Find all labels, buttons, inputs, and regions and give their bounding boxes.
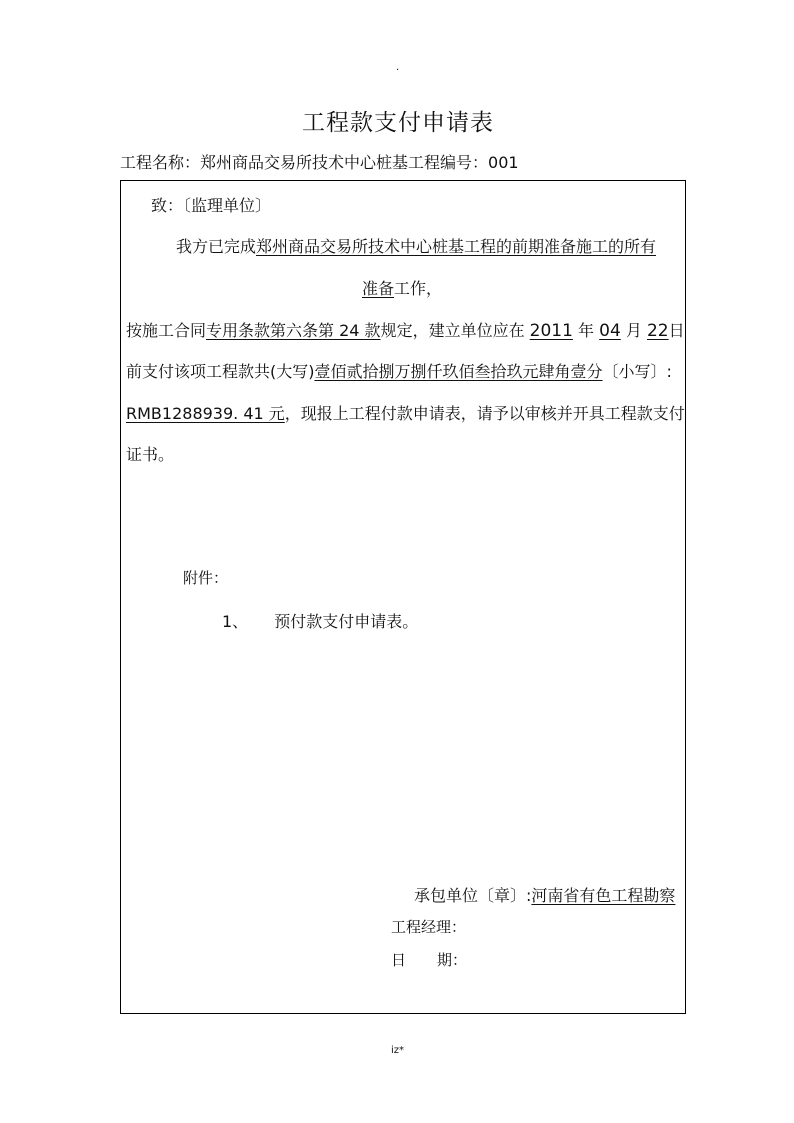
to-line: 致：〔监理单位〕 <box>151 196 272 215</box>
contractor-label: 承包单位〔章〕: <box>414 886 532 905</box>
page-title: 工程款支付申请表 <box>302 110 494 136</box>
project-name-label: 工程名称： <box>120 153 201 172</box>
project-line <box>120 150 519 173</box>
paragraph-line-4 <box>126 359 672 382</box>
date-label-1: 日 <box>391 951 407 969</box>
attachment-1-text: 预付款支付申请表。 <box>274 612 419 631</box>
paragraph-line-5 <box>126 401 685 424</box>
paragraph-line-6: 证书。 <box>126 445 175 464</box>
date-label-2: 期： <box>437 951 468 969</box>
p4-prefix: 前支付该项工程款共(大写) <box>126 362 315 381</box>
p1-prefix: 我方已完成 <box>176 237 257 256</box>
p5-suffix: ，现报上工程付款申请表，请予以审核并开具工程款支付 <box>284 404 685 423</box>
p3-year-label: 年 <box>578 321 595 340</box>
attachment-item-1 <box>222 609 418 632</box>
p3-year: 2011 <box>529 321 573 341</box>
p3-day: 22 <box>646 321 669 341</box>
p3-mid: 规定，建立单位应在 <box>380 321 525 340</box>
paragraph-line-2 <box>362 276 442 299</box>
project-number-value: 001 <box>488 153 519 172</box>
date-line <box>391 949 467 970</box>
p2-underlined: 准备 <box>362 279 395 298</box>
footer-mark: iz* <box>391 1045 405 1056</box>
project-name-value: 郑州商品交易所技术中心桩基工程 <box>200 153 441 172</box>
p1-underlined: 郑州商品交易所技术中心桩基工程的前期准备施工的所有 <box>256 237 657 256</box>
project-number-label: 编号： <box>440 153 489 172</box>
p3-month-label: 月 <box>625 321 642 340</box>
contractor-line <box>414 883 675 906</box>
p5-amount: RMB1288939. 41 元 <box>126 404 285 423</box>
p4-suffix: 〔小写〕: <box>602 362 672 381</box>
p3-month: 04 <box>599 321 621 341</box>
p3-prefix: 按施工合同 <box>126 321 207 340</box>
attachment-1-num: 1、 <box>222 612 249 631</box>
p3-clause: 专用条款第六条第 24 款 <box>206 321 381 340</box>
p4-amount-words: 壹佰贰拾捌万捌仟玖佰叁拾玖元肆角壹分 <box>314 362 603 381</box>
contractor-value: 河南省有色工程勘察 <box>531 886 676 905</box>
paragraph-line-1 <box>176 234 656 257</box>
manager-label: 工程经理： <box>391 918 467 936</box>
p2-suffix: 工作， <box>394 279 443 298</box>
attachments-label: 附件： <box>183 569 229 587</box>
p3-day-label: 日 <box>668 321 685 340</box>
paragraph-line-3 <box>126 318 685 341</box>
header-mark: . <box>396 62 400 73</box>
